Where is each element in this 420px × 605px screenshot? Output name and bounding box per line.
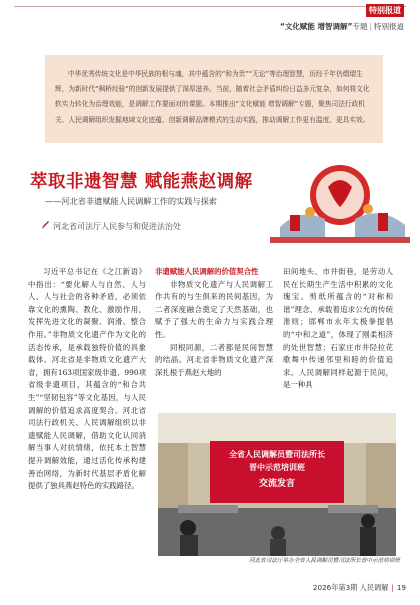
paragraph: 田间地头、市井街巷，是劳动人民在长期生产生活中积累的文化瑰宝。剪纸所蕴含的“对称和谐”理念、承载着追求公允的传统准则；邯郸市永年太极拳提倡的“中和之道”，体现了刚柔相济的处世智慧；石家庄市井陉拉花歌舞中传递邻里和睦的价值追求。人民调解同样起源于民间，是一种具 [283,267,393,390]
section-badge: 特别报道 [366,4,404,17]
banner-text-3: 交流发言 [258,479,296,489]
paragraph: 非物质文化遗产与人民调解工作共有的与生俱来的民间基因，为二者深度融合奠定了天然基础，也赋予了强大的生命力与实践合理性。 [155,279,273,339]
byline [40,220,181,232]
page-number: 19 [396,583,406,592]
photo-caption: 河北省司法厅举办全省人民调解员暨司法所长晋中示范培训班 [248,558,400,564]
papercut-illustration [270,157,410,252]
header-separator: | [369,22,372,31]
journal-name: 人民调解 [359,583,389,592]
section-heading: 非遗赋能人民调解的价值契合性 [155,267,259,276]
page-folio [313,583,406,593]
issue-label: 2026年第3期 [312,583,358,592]
article-title: 萃取非遗智慧 赋能燕赵调解 [30,172,253,192]
running-header [280,21,404,32]
banner-text-1: 全省人民调解员暨司法所长 [229,450,325,459]
body-column-1: 习近平总书记在《之江新语》中指出：“要化解人与自然、人与人、人与社会的各种矛盾，必须依靠文化的熏陶、教化、激励作用，发挥先进文化的凝聚、润滑、整合作用。”非物质文化遗产作为文化的活态传承，是承载独特价值的具象载体。河北省是非物质文化遗产大省，拥有163项国家级非遗、990项省级非遗项目，其蕴含的“和合共生”“坚韧包容”等文化基因，与人民调解的价值追求高度契合。河北省司法行政机关、人民调解组织以非遗赋能人民调解，借助文化认同消解当事人对抗情绪，依托本土智慧提升调解效能，通过活化传承构建善治网络，为新时代基层矛盾化解提供了独具燕赵特色的实践路径。 [28,267,146,491]
body-column-2 [155,266,273,379]
byline-author: 河北省司法厅人民参与和促进法治处 [53,222,181,231]
body-column-3 [283,266,393,392]
header-topic: 专题 [352,22,368,31]
header-section: 特别报道 [374,22,404,31]
meeting-photo [158,413,396,556]
header-quote: “文化赋能 增智调解” [279,22,353,31]
top-rule [14,6,406,7]
pen-icon [40,220,50,230]
intro-box: 中华优秀传统文化是中华民族的根与魂，其中蕴含的“和为贵”“无讼”等治理智慧，历经千年仍熠熠生辉，为新时代“枫桥经验”的创新发展提供了深厚滋养。当前，随着社会矛盾纠纷日益多元复杂，如何将文化软实力转化为治理效能，是调解工作要面对的课题。本期推出“文化赋能 增智调解”专题，聚焦司法行政机关、人民调解组织发掘地域文化底蕴、创新调解品牌模式的生动实践，推动调解工作更有温度、更具实效。 [45,55,383,143]
folio-separator: | [391,583,394,592]
article-subtitle: ——河北省非遗赋能人民调解工作的实践与探索 [45,196,217,206]
banner-text-2: 晋中示范培训班 [249,463,305,472]
paragraph: 同根同源，二者都是民间智慧的结晶。河北省非物质文化遗产深深扎根于燕赵大地的 [155,342,273,377]
